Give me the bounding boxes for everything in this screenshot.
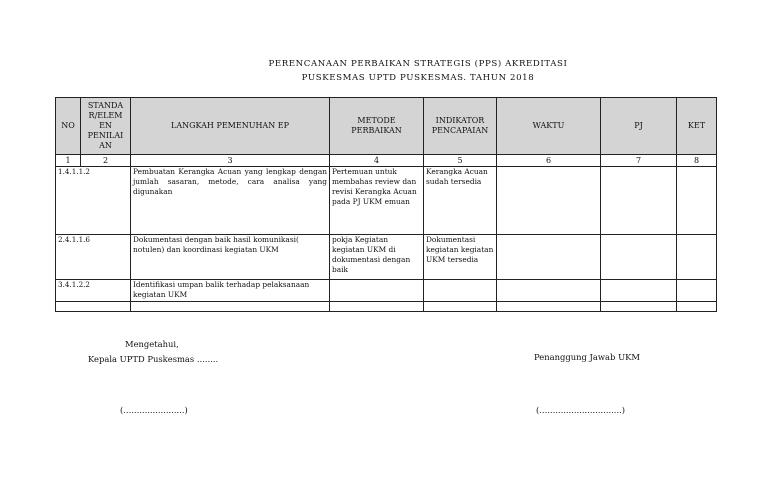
column-number: 4 — [330, 155, 424, 167]
acknowledged-label: Mengetahui, — [125, 339, 179, 349]
column-number: 7 — [601, 155, 677, 167]
pj-cell — [601, 280, 677, 302]
table-row-empty — [56, 302, 717, 312]
column-header-standar: STANDA R/ELEM EN PENILAI AN — [81, 98, 131, 155]
table-row — [56, 235, 717, 280]
langkah-cell: Pembuatan Kerangka Acuan yang lengkap dengan jumlah sasaran, metode, cara analisa yang digunakan — [131, 167, 330, 235]
ket-cell — [677, 235, 717, 280]
column-number: 6 — [497, 155, 601, 167]
column-header-ket: KET — [677, 98, 717, 155]
column-number: 3 — [131, 155, 330, 167]
pj-cell — [601, 167, 677, 235]
waktu-cell — [497, 235, 601, 280]
column-header-no: NO — [56, 98, 81, 155]
table-row — [56, 167, 717, 235]
indikator-cell: Dokumentasi kegiatan kegiatan UKM tersedia — [424, 235, 497, 280]
table-header-row — [56, 98, 717, 155]
column-number: 8 — [677, 155, 717, 167]
right-signature-blank: (...............................) — [536, 405, 626, 415]
row-number-cell: 3.4.1.2.2 — [56, 280, 131, 302]
column-header-pj: PJ — [601, 98, 677, 155]
waktu-cell — [497, 280, 601, 302]
document-title-line2: PUSKESMAS UPTD PUSKESMAS. TAHUN 2018 — [301, 73, 535, 83]
ukm-responsible-label: Penanggung Jawab UKM — [534, 352, 640, 362]
waktu-cell — [497, 167, 601, 235]
pps-table — [55, 97, 717, 312]
metode-cell — [330, 280, 424, 302]
metode-cell: pokja Kegiatan kegiatan UKM di dokumentasi dengan baik — [330, 235, 424, 280]
langkah-cell: Identifikasi umpan balik terhadap pelaksanaan kegiatan UKM — [131, 280, 330, 302]
column-header-metode: METODE PERBAIKAN — [330, 98, 424, 155]
column-header-waktu: WAKTU — [497, 98, 601, 155]
column-header-langkah: LANGKAH PEMENUHAN EP — [131, 98, 330, 155]
langkah-cell: Dokumentasi dengan baik hasil komunikasi( notulen) dan koordinasi kegiatan UKM — [131, 235, 330, 280]
ket-cell — [677, 167, 717, 235]
row-number-cell: 2.4.1.1.6 — [56, 235, 131, 280]
column-number-row — [56, 155, 717, 167]
indikator-cell — [424, 280, 497, 302]
column-number: 1 — [56, 155, 81, 167]
metode-cell: Pertemuan untuk membahas review dan revisi Kerangka Acuan pada PJ UKM emuan — [330, 167, 424, 235]
ket-cell — [677, 280, 717, 302]
column-header-indikator: INDIKATOR PENCAPAIAN — [424, 98, 497, 155]
column-number: 2 — [81, 155, 131, 167]
left-signature-blank: (.......................) — [120, 405, 188, 415]
pj-cell — [601, 235, 677, 280]
row-number-cell: 1.4.1.1.2 — [56, 167, 131, 235]
head-of-puskesmas-label: Kepala UPTD Puskesmas ........ — [88, 354, 219, 364]
indikator-cell: Kerangka Acuan sudah tersedia — [424, 167, 497, 235]
table-row — [56, 280, 717, 302]
column-number: 5 — [424, 155, 497, 167]
document-title-line1: PERENCANAAN PERBAIKAN STRATEGIS (PPS) AKREDITASI — [268, 59, 568, 69]
